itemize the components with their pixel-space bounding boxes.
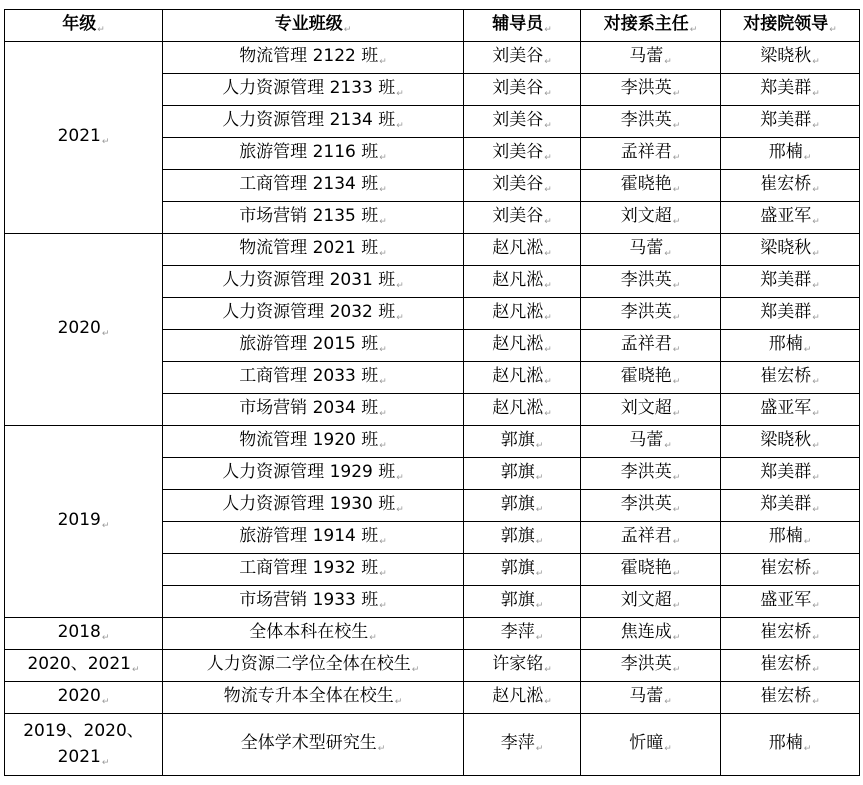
class-cell: 旅游管理 2015 班↵ xyxy=(163,330,464,362)
counselor-cell: 刘美谷↵ xyxy=(464,42,581,74)
year-cell: 2020↵ xyxy=(5,682,163,714)
class-cell: 人力资源管理 1929 班↵ xyxy=(163,458,464,490)
class-cell: 人力资源管理 1930 班↵ xyxy=(163,490,464,522)
leader-cell: 盛亚军↵ xyxy=(721,586,860,618)
leader-cell: 邢楠↵ xyxy=(721,330,860,362)
counselor-cell: 李萍↵ xyxy=(464,714,581,776)
class-cell: 旅游管理 2116 班↵ xyxy=(163,138,464,170)
class-cell: 物流管理 2021 班↵ xyxy=(163,234,464,266)
counselor-cell: 赵凡淞↵ xyxy=(464,298,581,330)
dept-head-cell: 马蕾↵ xyxy=(581,682,721,714)
assignment-table xyxy=(4,9,860,776)
leader-cell: 郑美群↵ xyxy=(721,266,860,298)
table-row xyxy=(5,234,860,266)
class-cell: 人力资源管理 2032 班↵ xyxy=(163,298,464,330)
dept-head-cell: 马蕾↵ xyxy=(581,426,721,458)
dept-head-cell: 霍晓艳↵ xyxy=(581,554,721,586)
table-row xyxy=(5,714,860,776)
header-class: 专业班级↵ xyxy=(163,10,464,42)
class-cell: 物流管理 1920 班↵ xyxy=(163,426,464,458)
leader-cell: 崔宏桥↵ xyxy=(721,554,860,586)
class-cell: 人力资源管理 2031 班↵ xyxy=(163,266,464,298)
counselor-cell: 赵凡淞↵ xyxy=(464,682,581,714)
table-row xyxy=(5,42,860,74)
table-row xyxy=(5,682,860,714)
header-dept-head: 对接系主任↵ xyxy=(581,10,721,42)
year-cell: 2020、2021↵ xyxy=(5,650,163,682)
class-cell: 市场营销 2034 班↵ xyxy=(163,394,464,426)
counselor-cell: 刘美谷↵ xyxy=(464,202,581,234)
counselor-cell: 刘美谷↵ xyxy=(464,138,581,170)
dept-head-cell: 李洪英↵ xyxy=(581,490,721,522)
leader-cell: 邢楠↵ xyxy=(721,522,860,554)
class-cell: 工商管理 1932 班↵ xyxy=(163,554,464,586)
leader-cell: 郑美群↵ xyxy=(721,106,860,138)
counselor-cell: 郭旗↵ xyxy=(464,490,581,522)
dept-head-cell: 孟祥君↵ xyxy=(581,138,721,170)
dept-head-cell: 焦连成↵ xyxy=(581,618,721,650)
leader-cell: 邢楠↵ xyxy=(721,138,860,170)
counselor-cell: 刘美谷↵ xyxy=(464,170,581,202)
header-year: 年级↵ xyxy=(5,10,163,42)
dept-head-cell: 李洪英↵ xyxy=(581,650,721,682)
dept-head-cell: 忻曈↵ xyxy=(581,714,721,776)
dept-head-cell: 霍晓艳↵ xyxy=(581,362,721,394)
counselor-cell: 赵凡淞↵ xyxy=(464,394,581,426)
leader-cell: 郑美群↵ xyxy=(721,298,860,330)
counselor-cell: 郭旗↵ xyxy=(464,458,581,490)
counselor-cell: 赵凡淞↵ xyxy=(464,266,581,298)
header-counselor: 辅导员↵ xyxy=(464,10,581,42)
class-cell: 人力资源管理 2133 班↵ xyxy=(163,74,464,106)
counselor-cell: 郭旗↵ xyxy=(464,586,581,618)
dept-head-cell: 李洪英↵ xyxy=(581,266,721,298)
leader-cell: 郑美群↵ xyxy=(721,74,860,106)
header-leader: 对接院领导↵ xyxy=(721,10,860,42)
year-cell: 2021↵ xyxy=(5,42,163,234)
dept-head-cell: 李洪英↵ xyxy=(581,106,721,138)
counselor-cell: 郭旗↵ xyxy=(464,522,581,554)
leader-cell: 梁晓秋↵ xyxy=(721,426,860,458)
dept-head-cell: 马蕾↵ xyxy=(581,234,721,266)
class-cell: 市场营销 1933 班↵ xyxy=(163,586,464,618)
class-cell: 工商管理 2033 班↵ xyxy=(163,362,464,394)
leader-cell: 崔宏桥↵ xyxy=(721,362,860,394)
year-cell: 2019、2020、2021↵ xyxy=(5,714,163,776)
dept-head-cell: 李洪英↵ xyxy=(581,458,721,490)
dept-head-cell: 马蕾↵ xyxy=(581,42,721,74)
year-cell: 2019↵ xyxy=(5,426,163,618)
class-cell: 旅游管理 1914 班↵ xyxy=(163,522,464,554)
dept-head-cell: 李洪英↵ xyxy=(581,298,721,330)
class-cell: 人力资源管理 2134 班↵ xyxy=(163,106,464,138)
leader-cell: 崔宏桥↵ xyxy=(721,170,860,202)
leader-cell: 崔宏桥↵ xyxy=(721,618,860,650)
class-cell: 工商管理 2134 班↵ xyxy=(163,170,464,202)
class-cell: 全体本科在校生↵ xyxy=(163,618,464,650)
class-cell: 市场营销 2135 班↵ xyxy=(163,202,464,234)
leader-cell: 郑美群↵ xyxy=(721,490,860,522)
year-cell: 2018↵ xyxy=(5,618,163,650)
leader-cell: 梁晓秋↵ xyxy=(721,234,860,266)
class-cell: 物流专升本全体在校生↵ xyxy=(163,682,464,714)
leader-cell: 郑美群↵ xyxy=(721,458,860,490)
table-row xyxy=(5,426,860,458)
leader-cell: 邢楠↵ xyxy=(721,714,860,776)
counselor-cell: 郭旗↵ xyxy=(464,554,581,586)
class-cell: 物流管理 2122 班↵ xyxy=(163,42,464,74)
leader-cell: 盛亚军↵ xyxy=(721,202,860,234)
class-cell: 全体学术型研究生↵ xyxy=(163,714,464,776)
table-row xyxy=(5,618,860,650)
table-row xyxy=(5,650,860,682)
year-cell: 2020↵ xyxy=(5,234,163,426)
counselor-cell: 刘美谷↵ xyxy=(464,74,581,106)
counselor-cell: 刘美谷↵ xyxy=(464,106,581,138)
class-cell: 人力资源二学位全体在校生↵ xyxy=(163,650,464,682)
dept-head-cell: 孟祥君↵ xyxy=(581,330,721,362)
leader-cell: 盛亚军↵ xyxy=(721,394,860,426)
dept-head-cell: 刘文超↵ xyxy=(581,202,721,234)
counselor-cell: 许家铭↵ xyxy=(464,650,581,682)
leader-cell: 崔宏桥↵ xyxy=(721,682,860,714)
dept-head-cell: 霍晓艳↵ xyxy=(581,170,721,202)
counselor-cell: 赵凡淞↵ xyxy=(464,362,581,394)
header-row xyxy=(5,10,860,42)
leader-cell: 梁晓秋↵ xyxy=(721,42,860,74)
counselor-cell: 李萍↵ xyxy=(464,618,581,650)
dept-head-cell: 刘文超↵ xyxy=(581,394,721,426)
dept-head-cell: 刘文超↵ xyxy=(581,586,721,618)
table-body xyxy=(5,42,860,776)
counselor-cell: 赵凡淞↵ xyxy=(464,234,581,266)
dept-head-cell: 李洪英↵ xyxy=(581,74,721,106)
dept-head-cell: 孟祥君↵ xyxy=(581,522,721,554)
leader-cell: 崔宏桥↵ xyxy=(721,650,860,682)
counselor-cell: 赵凡淞↵ xyxy=(464,330,581,362)
counselor-cell: 郭旗↵ xyxy=(464,426,581,458)
